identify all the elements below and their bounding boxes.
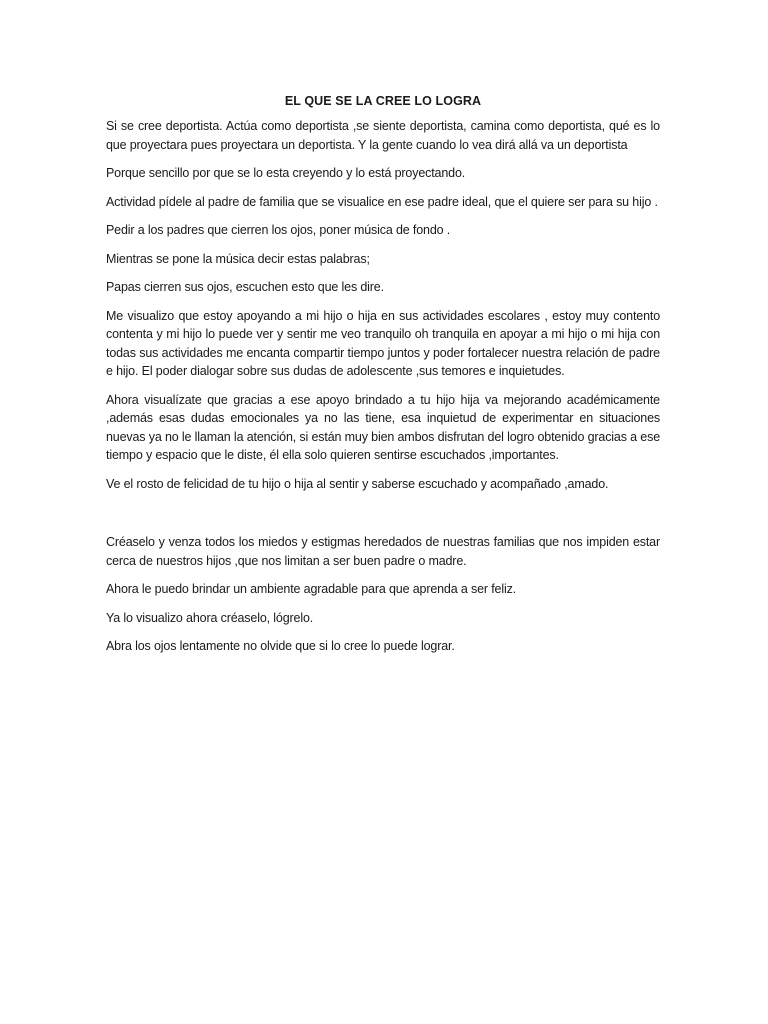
paragraph-environment: Ahora le puedo brindar un ambiente agradable para que aprenda a ser feliz. bbox=[106, 582, 517, 596]
paragraph-music: Mientras se pone la música decir estas palabras; bbox=[106, 251, 370, 266]
document-page bbox=[106, 93, 660, 666]
paragraph-intro: Si se cree deportista. Actúa como deportista ,se siente deportista, camina como deportista, qué es lo que proyectara pues proyectara un deportista. Y la gente cuando lo vea dirá allá va un deportista bbox=[106, 119, 660, 152]
paragraph-reason: Porque sencillo por que se lo esta creyendo y lo está proyectando. bbox=[106, 166, 466, 180]
paragraph-visualize-now: Ya lo visualizo ahora créaselo, lógrelo. bbox=[106, 610, 314, 625]
document-title: EL QUE SE LA CREE LO LOGRA bbox=[284, 94, 482, 108]
blank-line bbox=[106, 503, 660, 533]
paragraph-now-visualize: Ahora visualízate que gracias a ese apoyo brindado a tu hijo hija va mejorando académicamente ,además esas dudas emocionales ya no las tiene, esa inquietud de experimentar en situaciones nuevas ya no le llaman la atención, si están muy bien ambos disfrutan del logro obtenido gracias a ese tiempo y espacio que le diste, él ella solo quieren sentirse escuchados ,importantes. bbox=[106, 392, 660, 462]
paragraph-visualize: Me visualizo que estoy apoyando a mi hijo o hija en sus actividades escolares , estoy muy contento contenta y mi hijo lo puede ver y sentir me veo tranquilo oh tranquila en apoyar a mi hijo o mi hija con todas sus actividades me encanta compartir tiempo juntos y poder fortalecer nuestra relación de padre e hijo. El poder dialogar sobre sus dudas de adolescente ,sus temores e inquietudes. bbox=[106, 308, 660, 378]
paragraph-believe: Créaselo y venza todos los miedos y estigmas heredados de nuestras familias que nos impiden estar cerca de nuestros hijos ,que nos limitan a ser buen padre o madre. bbox=[106, 535, 660, 568]
paragraph-open-eyes: Abra los ojos lentamente no olvide que si lo cree lo puede lograr. bbox=[106, 639, 455, 653]
paragraph-happiness: Ve el rosto de felicidad de tu hijo o hija al sentir y saberse escuchado y acompañado ,amado. bbox=[106, 476, 609, 491]
paragraph-activity: Actividad pídele al padre de familia que se visualice en ese padre ideal, que el quiere ser para su hijo . bbox=[106, 194, 658, 209]
paragraph-instruction: Pedir a los padres que cierren los ojos, poner música de fondo . bbox=[106, 223, 451, 237]
paragraph-close-eyes: Papas cierren sus ojos, escuchen esto que les dire. bbox=[106, 280, 384, 294]
